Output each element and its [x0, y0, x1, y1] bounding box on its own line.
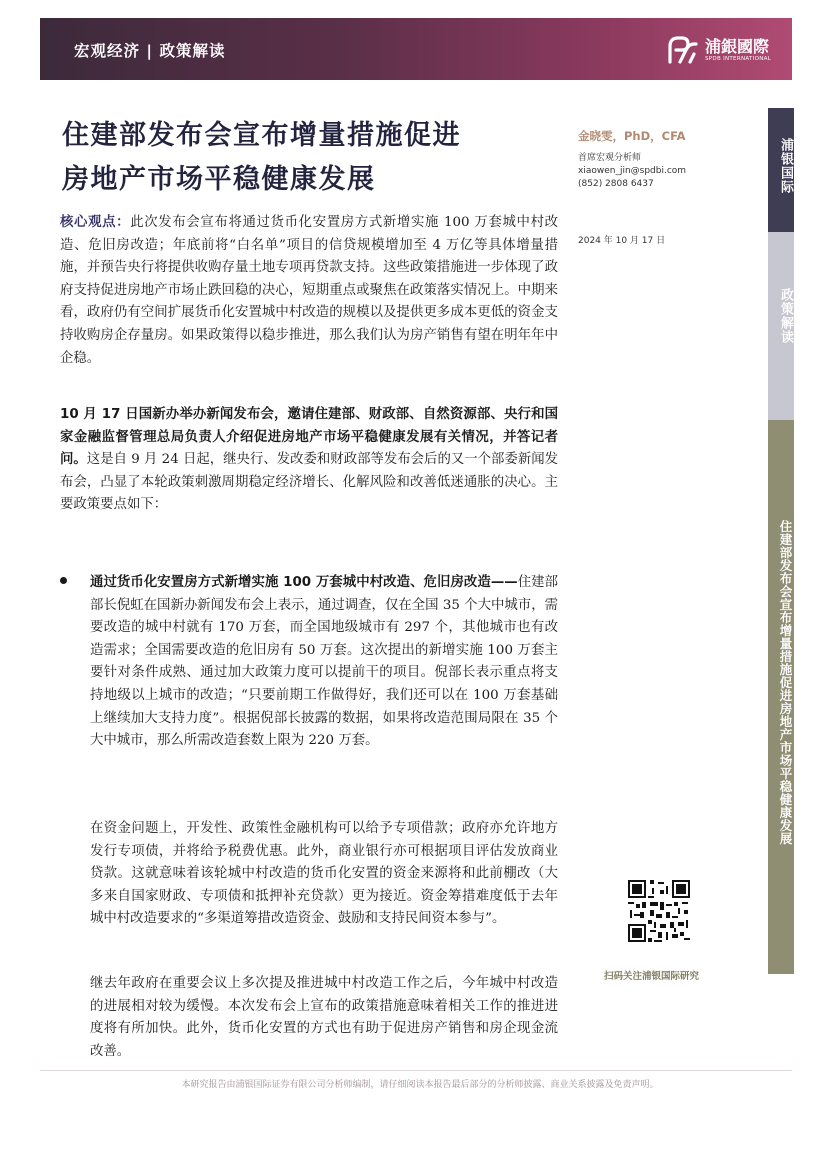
title-line-2: 房地产市场平稳健康发展	[62, 164, 376, 195]
logo-chinese-name: 浦銀國際	[705, 37, 770, 56]
funding-paragraph: 在资金问题上，开发性、政策性金融机构可以给予专项借款；政府亦允许地方发行专项债，并将给予税费优惠。此外，商业银行亦可根据项目评估发放商业贷款。这就意味着该轮城中村改造的货币化安置的资金来源将和此前棚改（大多来自国家财政、专项债和抵押补充贷款）更为接近。资金筹措难度低于去年城中村改造要求的“多渠道筹措改造资金、鼓励和支持民间资本参与”。	[90, 821, 558, 927]
bullet-dot-icon	[60, 577, 67, 584]
footer-divider	[40, 1070, 792, 1071]
side-label-brand: 浦银国际	[778, 138, 793, 194]
core-view-text: 此次发布会宣布将通过货币化安置房方式新增实施 100 万套城中村改造、危旧房改造；年底前将“白名单”项目的信贷规模增加至 4 万亿等具体增量措施，并预告央行将提供收购存量土地专项再贷款支持。这些政策措施进一步体现了政府支持促进房地产市场止跌回稳的决心，短期重点或聚焦在政策落实情况上。中期来看，政府仍有空间扩展货币化安置城中村改造的规模以及提供更多成本更低的资金支持收购房企存量房。如果政策得以稳步推进，那么我们认为房产销售有望在明年年中企稳。	[60, 215, 559, 366]
report-title	[62, 114, 562, 202]
author-role: 首席宏观分析师	[578, 153, 642, 163]
bullet-body: 住建部部长倪虹在国新办新闻发布会上表示，通过调查，仅在全国 35 个大中城市，需要改造的城中村就有 170 万套，而全国地级城市有 297 个，其他城市也有改造需求；全国需要改造的危旧房有 50 万套。这次提出的新增实施 100 万套主要针对条件成熟、通过加大政策力度可以提前干的项目。倪部长表示重点将支持地级以上城市的改造；“只要前期工作做得好，我们还可以在 100 万套基础上继续加大支持力度”。根据倪部长披露的数据，如果将改造范围局限在 35 个大中城市，那么所需改造套数上限为 220 万套。	[90, 575, 559, 749]
intro-paragraph	[60, 404, 558, 517]
footer-disclaimer: 本研究报告由浦银国际证券有限公司分析师编制，请仔细阅读本报告最后部分的分析师披露、商业关系披露及免责声明。	[181, 1080, 659, 1090]
side-label-category: 政策解读	[778, 288, 793, 344]
bullet-item	[60, 572, 558, 753]
section-label: 宏观经济 | 政策解读	[74, 42, 226, 60]
logo-english-name: SPDB INTERNATIONAL	[705, 56, 772, 62]
intro-text: 这是自 9 月 24 日起，继央行、发改委和财政部等发布会后的又一个部委新闻发布会，凸显了本轮政策刺激周期稳定经济增长、化解风险和改善低迷通胀的决心。主要政策要点如下：	[60, 452, 558, 513]
spdb-logo-icon	[664, 32, 700, 68]
qr-caption: 扫码关注浦银国际研究	[604, 971, 700, 982]
author-email[interactable]: xiaowen_jin@spdbi.com	[578, 166, 687, 176]
bullet-text	[90, 572, 558, 753]
side-strip-brand	[768, 108, 794, 232]
core-view-label: 核心观点：	[60, 215, 131, 230]
report-date: 2024 年 10 月 17 日	[578, 236, 666, 246]
author-name: 金晓雯，PhD，CFA	[578, 129, 686, 143]
side-strip-category	[768, 232, 794, 420]
bullet-heading: 通过货币化安置房方式新增实施 100 万套城中村改造、危旧房改造——	[90, 575, 518, 590]
side-label-title: 住建部发布会宣布增量措施促进房地产市场平稳健康发展	[778, 520, 793, 845]
author-phone: (852) 2808 6437	[578, 179, 654, 189]
core-view-paragraph	[60, 212, 558, 370]
side-strip-title	[768, 420, 794, 974]
qr-code-icon[interactable]	[626, 878, 692, 944]
intro-bold-text: 10 月 17 日国新办举办新闻发布会，邀请住建部、财政部、自然资源部、央行和国家金融监督管理总局负责人介绍促进房地产市场平稳健康发展有关情况，并答记者问。	[60, 407, 558, 468]
progress-paragraph: 继去年政府在重要会议上多次提及推进城中村改造工作之后，今年城中村改造的进展相对较为缓慢。本次发布会上宣布的政策措施意味着相关工作的推进进度将有所加快。此外，货币化安置的方式也有助于促进房产销售和房企现金流改善。	[90, 976, 558, 1059]
header-bar	[40, 18, 792, 80]
title-line-1: 住建部发布会宣布增量措施促进	[62, 120, 461, 151]
company-logo	[664, 32, 784, 68]
author-block	[578, 128, 758, 189]
